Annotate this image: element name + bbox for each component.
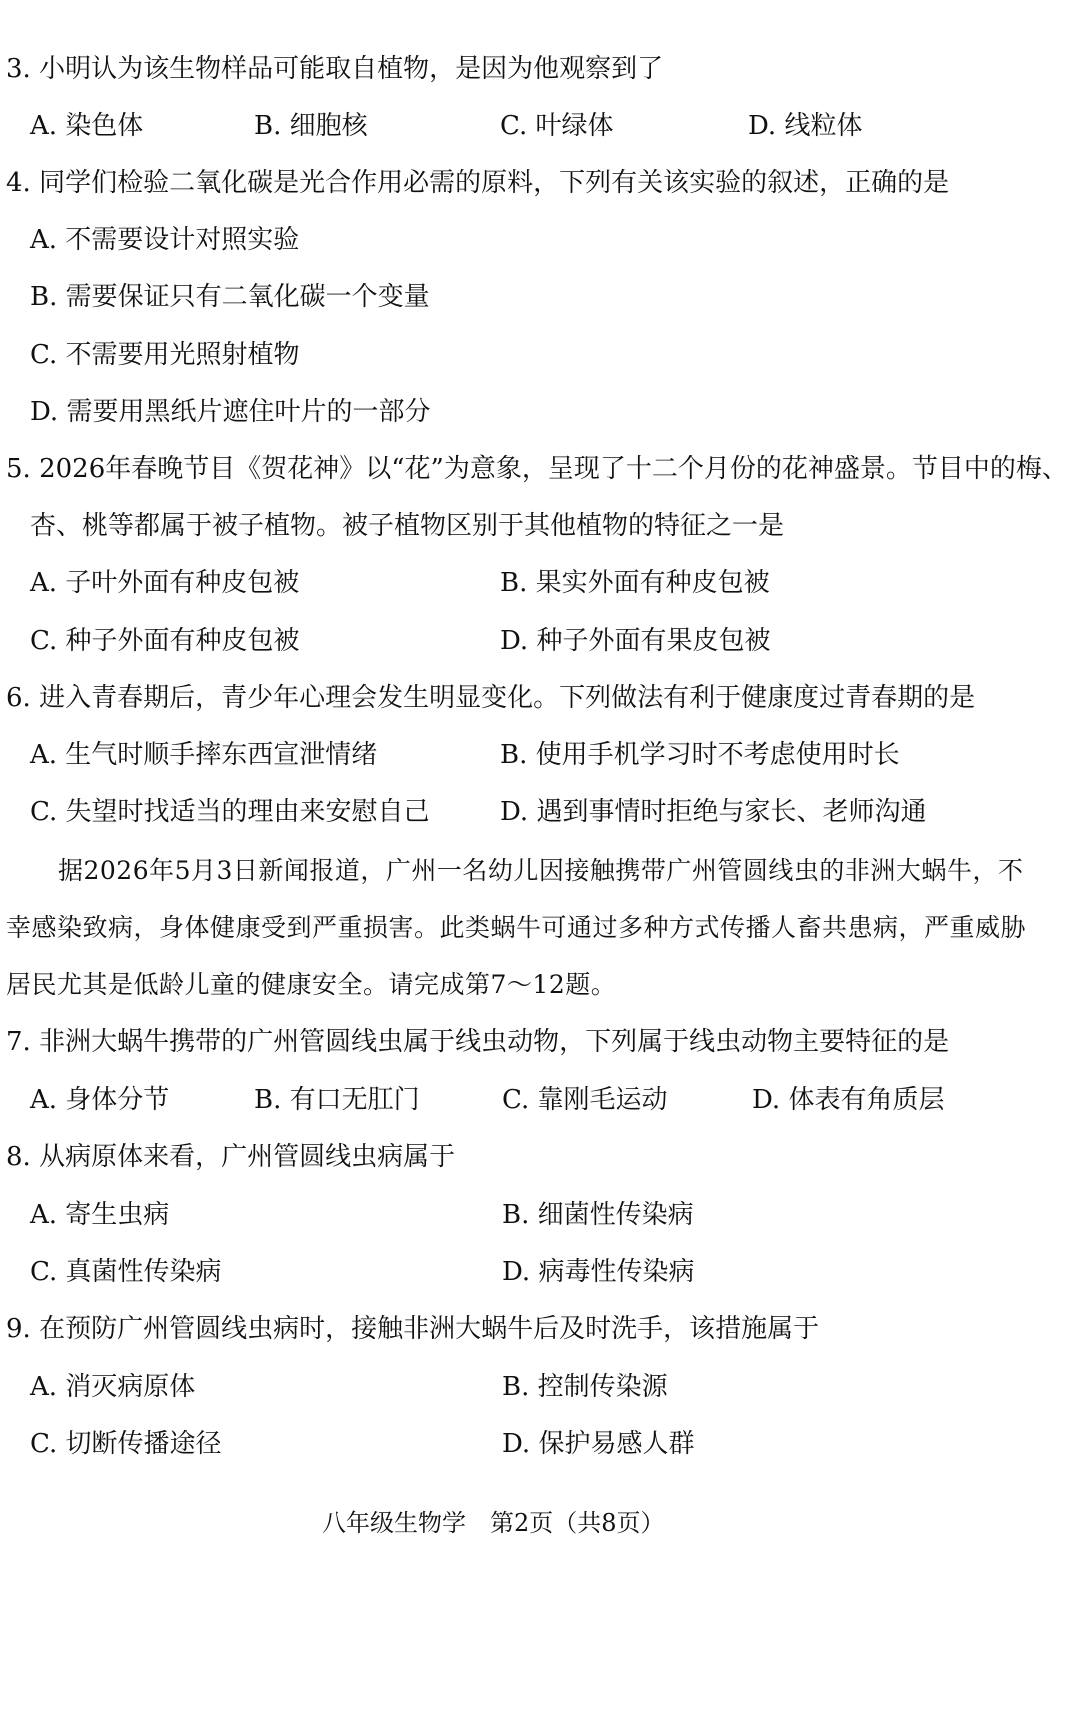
question-8-stem: 8. 从病原体来看，广州管圆线虫病属于: [6, 1142, 456, 1172]
question-5-option-c: C. 种子外面有种皮包被: [30, 626, 300, 656]
question-3-option-c: C. 叶绿体: [500, 111, 614, 141]
question-6-option-d: D. 遇到事情时拒绝与家长、老师沟通: [500, 797, 927, 827]
question-6-option-c: C. 失望时找适当的理由来安慰自己: [30, 797, 430, 827]
question-4-stem: 4. 同学们检验二氧化碳是光合作用必需的原料，下列有关该实验的叙述，正确的是: [6, 168, 950, 198]
question-7-option-c: C. 靠刚毛运动: [502, 1085, 668, 1115]
question-5-stem: 5. 2026年春晚节目《贺花神》以“花”为意象，呈现了十二个月份的花神盛景。节目中的梅、: [6, 454, 1068, 484]
question-3-option-a: A. 染色体: [30, 111, 144, 141]
question-5-option-d: D. 种子外面有果皮包被: [500, 626, 771, 656]
question-6-stem: 6. 进入青春期后，青少年心理会发生明显变化。下列做法有利于健康度过青春期的是: [6, 683, 976, 713]
passage-line-2: 幸感染致病，身体健康受到严重损害。此类蜗牛可通过多种方式传播人畜共患病，严重威胁: [6, 913, 1027, 942]
question-6-option-b: B. 使用手机学习时不考虑使用时长: [500, 740, 900, 770]
question-6-option-a: A. 生气时顺手摔东西宣泄情绪: [30, 740, 378, 770]
question-4-option-d: D. 需要用黑纸片遮住叶片的一部分: [30, 397, 431, 427]
question-7-stem: 7. 非洲大蜗牛携带的广州管圆线虫属于线虫动物，下列属于线虫动物主要特征的是: [6, 1027, 950, 1057]
question-3-option-b: B. 细胞核: [254, 111, 368, 141]
question-3-option-d: D. 线粒体: [748, 111, 863, 141]
question-4-option-a: A. 不需要设计对照实验: [30, 225, 300, 255]
passage-line-1: 据2026年5月3日新闻报道，广州一名幼儿因接触携带广州管圆线虫的非洲大蜗牛，不: [58, 856, 1024, 885]
question-8-option-b: B. 细菌性传染病: [502, 1200, 694, 1230]
question-7-option-a: A. 身体分节: [30, 1085, 170, 1115]
question-8-option-a: A. 寄生虫病: [30, 1200, 170, 1230]
question-4-option-b: B. 需要保证只有二氧化碳一个变量: [30, 282, 430, 312]
question-5-option-a: A. 子叶外面有种皮包被: [30, 568, 300, 598]
question-8-option-c: C. 真菌性传染病: [30, 1257, 222, 1287]
question-4-option-c: C. 不需要用光照射植物: [30, 340, 300, 370]
question-9-option-c: C. 切断传播途径: [30, 1429, 222, 1459]
question-3-stem: 3. 小明认为该生物样品可能取自植物，是因为他观察到了: [6, 54, 664, 84]
question-5-option-b: B. 果实外面有种皮包被: [500, 568, 770, 598]
question-9-stem: 9. 在预防广州管圆线虫病时，接触非洲大蜗牛后及时洗手，该措施属于: [6, 1314, 820, 1344]
question-9-option-d: D. 保护易感人群: [502, 1429, 695, 1459]
page-footer: 八年级生物学 第2页（共8页）: [322, 1509, 665, 1537]
question-9-option-a: A. 消灭病原体: [30, 1372, 196, 1402]
question-5-stem-continued: 杏、桃等都属于被子植物。被子植物区别于其他植物的特征之一是: [30, 511, 785, 541]
passage-line-3: 居民尤其是低龄儿童的健康安全。请完成第7～12题。: [6, 970, 617, 999]
question-7-option-b: B. 有口无肛门: [254, 1085, 420, 1115]
question-8-option-d: D. 病毒性传染病: [502, 1257, 695, 1287]
question-7-option-d: D. 体表有角质层: [752, 1085, 945, 1115]
question-9-option-b: B. 控制传染源: [502, 1372, 668, 1402]
